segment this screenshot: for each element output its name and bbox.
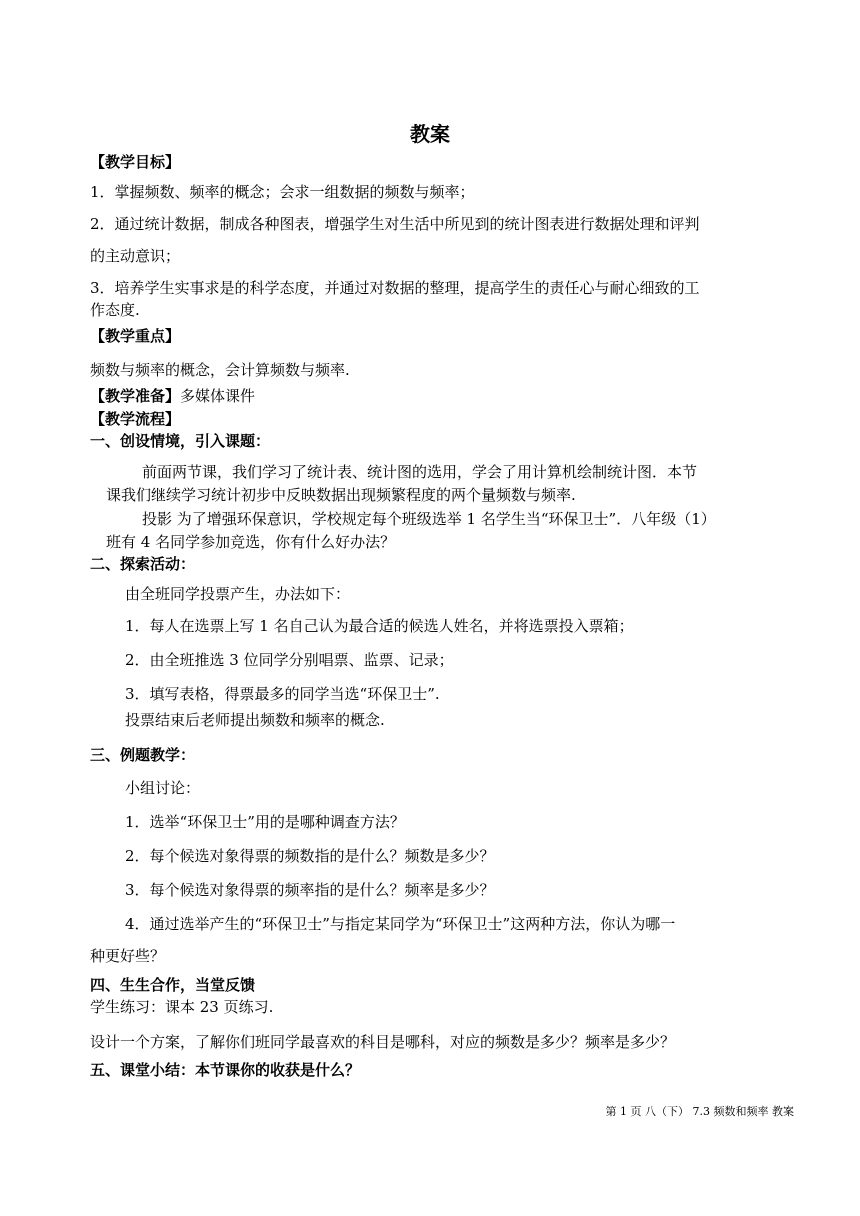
section3-item: 2．每个候选对象得票的频数指的是什么？频数是多少？ xyxy=(125,847,495,865)
key-text: 频数与频率的概念，会计算频数与频率. xyxy=(90,361,350,379)
section3-item: 1．选举“环保卫士”用的是哪种调查方法？ xyxy=(125,813,405,831)
objective-line: 1．掌握频数、频率的概念；会求一组数据的频数与频率； xyxy=(90,183,475,201)
section1-line: 投影 为了增强环保意识，学校规定每个班级选举 1 名学生当“环保卫士”．八年级（1） xyxy=(142,510,716,528)
prep-line xyxy=(90,386,255,406)
page-title: 教案 xyxy=(410,122,450,146)
section2-intro: 由全班同学投票产生，办法如下： xyxy=(125,585,351,603)
objective-line: 2．通过统计数据，制成各种图表，增强学生对生活中所见到的统计图表进行数据处理和评判 xyxy=(90,215,700,233)
section2-item: 3．填写表格，得票最多的同学当选“环保卫士”. xyxy=(125,685,440,703)
objective-line: 的主动意识； xyxy=(90,247,181,265)
prep-text: 多媒体课件 xyxy=(180,387,256,405)
section4-task: 设计一个方案，了解你们班同学最喜欢的科目是哪科，对应的频数是多少？频率是多少？ xyxy=(90,1033,676,1051)
flow-heading: 【教学流程】 xyxy=(90,410,181,428)
section2-heading: 二、探索活动： xyxy=(90,555,196,573)
objective-line: 3．培养学生实事求是的科学态度，并通过对数据的整理，提高学生的责任心与耐心细致的工 xyxy=(90,279,700,297)
section3-item: 4．通过选举产生的“环保卫士”与指定某同学为“环保卫士”这两种方法，你认为哪一 xyxy=(125,915,676,933)
objective-line: 作态度. xyxy=(90,301,140,319)
section5-heading: 五、课堂小结：本节课你的收获是什么？ xyxy=(90,1061,361,1079)
page-footer: 第 1 页 八（下） 7.3 频数和频率 教案 xyxy=(605,1105,794,1118)
section2-item: 1．每人在选票上写 1 名自己认为最合适的候选人姓名，并将选票投入票箱； xyxy=(125,617,634,635)
objectives-heading: 【教学目标】 xyxy=(90,153,181,171)
section1-heading: 一、创设情境，引入课题： xyxy=(90,432,271,450)
key-heading: 【教学重点】 xyxy=(90,327,181,345)
prep-heading: 【教学准备】 xyxy=(90,387,181,405)
section2-item: 2．由全班推选 3 位同学分别唱票、监票、记录； xyxy=(125,651,454,669)
section2-closing: 投票结束后老师提出频数和频率的概念. xyxy=(125,711,385,729)
section1-line: 前面两节课，我们学习了统计表、统计图的选用，学会了用计算机绘制统计图．本节 xyxy=(142,463,698,481)
section3-intro: 小组讨论： xyxy=(125,779,201,797)
section4-exercise: 学生练习：课本 23 页练习. xyxy=(90,998,274,1016)
section3-item: 3．每个候选对象得票的频率指的是什么？频率是多少？ xyxy=(125,881,495,899)
section4-heading: 四、生生合作，当堂反馈 xyxy=(90,976,256,994)
section1-line: 课我们继续学习统计初步中反映数据出现频繁程度的两个量频数与频率. xyxy=(106,486,576,504)
section3-heading: 三、例题教学： xyxy=(90,746,196,764)
section3-item: 种更好些？ xyxy=(90,947,166,965)
section1-line: 班有 4 名同学参加竞选，你有什么好办法？ xyxy=(106,533,396,551)
